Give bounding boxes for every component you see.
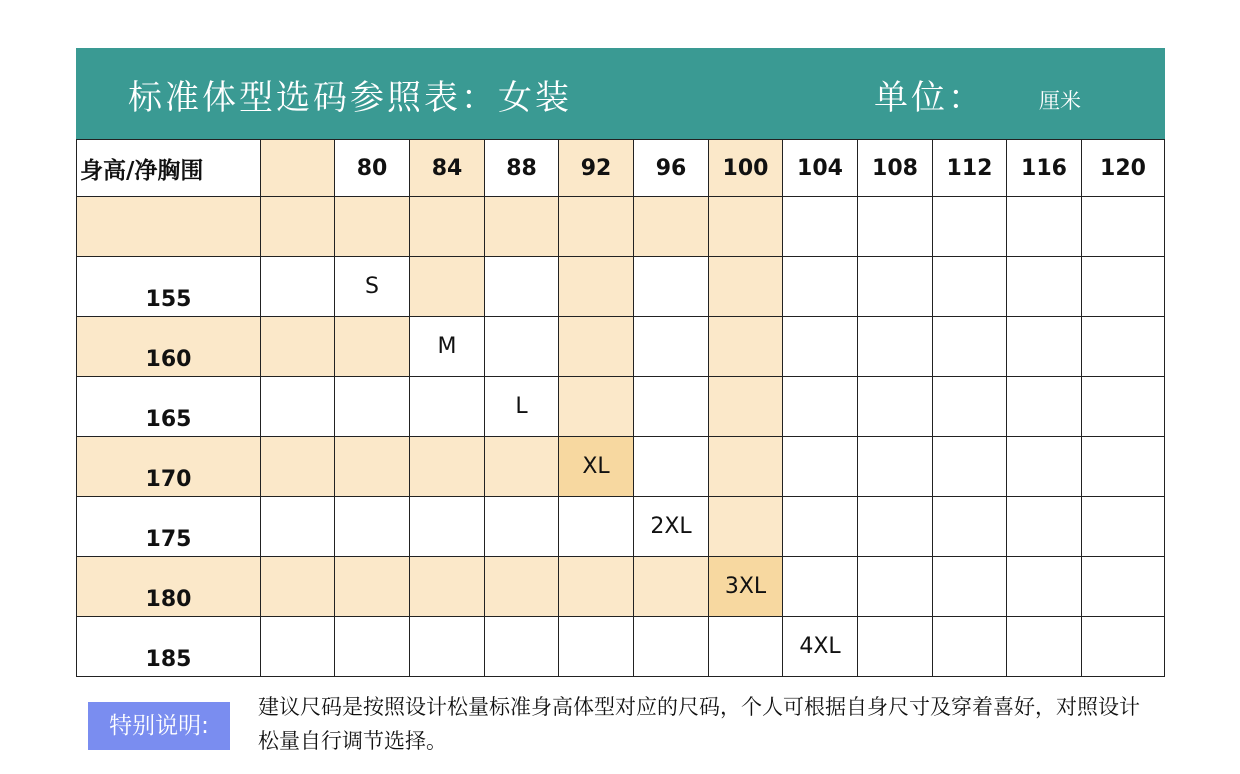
table-cell (335, 437, 410, 497)
size-label: XL (559, 437, 634, 497)
table-cell (410, 377, 485, 437)
table-cell (709, 317, 783, 377)
table-cell (261, 257, 335, 317)
table-cell (783, 317, 858, 377)
table-cell (1082, 257, 1165, 317)
size-label: M (410, 317, 485, 377)
table-cell (559, 317, 634, 377)
table-row (77, 377, 1165, 437)
size-label: 3XL (709, 557, 783, 617)
table-cell (634, 437, 709, 497)
height-label: 165 (77, 377, 261, 437)
table-cell (709, 197, 783, 257)
table-cell (559, 557, 634, 617)
height-label: 160 (77, 317, 261, 377)
table-cell (933, 617, 1007, 677)
height-label: 155 (77, 257, 261, 317)
size-label: S (335, 257, 410, 317)
height-label: 180 (77, 557, 261, 617)
table-row (77, 497, 1165, 557)
table-row (77, 617, 1165, 677)
table-cell (1007, 197, 1082, 257)
chart-title: 标准体型选码参照表：女装 (128, 78, 572, 118)
table-cell (335, 557, 410, 617)
table-cell (410, 617, 485, 677)
bust-header: 108 (858, 140, 933, 197)
table-cell (485, 437, 559, 497)
table-row (77, 317, 1165, 377)
table-cell (261, 557, 335, 617)
table-cell (709, 497, 783, 557)
table-cell (709, 437, 783, 497)
table-row (77, 557, 1165, 617)
table-cell (410, 437, 485, 497)
table-cell (634, 257, 709, 317)
bust-header: 116 (1007, 140, 1082, 197)
table-cell (634, 617, 709, 677)
size-label: L (485, 377, 559, 437)
table-cell (335, 497, 410, 557)
height-label (77, 197, 261, 257)
table-cell (783, 377, 858, 437)
table-cell (858, 557, 933, 617)
table-cell (1082, 557, 1165, 617)
bust-header: 104 (783, 140, 858, 197)
table-cell (410, 257, 485, 317)
table-cell (485, 617, 559, 677)
table-cell (1007, 497, 1082, 557)
title-banner (76, 48, 1165, 139)
table-cell (1007, 617, 1082, 677)
table-cell (335, 377, 410, 437)
table-cell (1007, 377, 1082, 437)
table-cell (410, 197, 485, 257)
bust-header: 112 (933, 140, 1007, 197)
table-cell (858, 317, 933, 377)
table-cell (261, 197, 335, 257)
table-cell (858, 617, 933, 677)
table-cell (261, 437, 335, 497)
table-cell (783, 557, 858, 617)
table-cell (783, 197, 858, 257)
table-cell (1007, 257, 1082, 317)
table-cell (1007, 437, 1082, 497)
table-cell (485, 317, 559, 377)
table-cell (933, 557, 1007, 617)
table-cell (634, 377, 709, 437)
table-cell (1082, 617, 1165, 677)
table-cell (634, 317, 709, 377)
size-label: 4XL (783, 617, 858, 677)
table-cell (709, 257, 783, 317)
table-cell (559, 257, 634, 317)
table-cell (261, 497, 335, 557)
table-row (77, 437, 1165, 497)
table-cell (1082, 317, 1165, 377)
table-cell (634, 197, 709, 257)
table-cell (933, 317, 1007, 377)
bust-header: 96 (634, 140, 709, 197)
height-label: 170 (77, 437, 261, 497)
table-cell (1082, 497, 1165, 557)
table-cell (858, 257, 933, 317)
note-text: 建议尺码是按照设计松量标准身高体型对应的尺码，个人可根据自身尺寸及穿着喜好，对照设计松量自行调节选择。 (258, 695, 1140, 753)
table-cell (485, 257, 559, 317)
table-cell (410, 497, 485, 557)
header-row (77, 140, 1165, 197)
table-cell (634, 557, 709, 617)
bust-header: 100 (709, 140, 783, 197)
corner-label: 身高/净胸围 (77, 140, 261, 197)
table-cell (858, 377, 933, 437)
table-cell (933, 257, 1007, 317)
table-cell (933, 437, 1007, 497)
table-cell (485, 557, 559, 617)
table-row (77, 257, 1165, 317)
height-label: 185 (77, 617, 261, 677)
table-cell (261, 617, 335, 677)
size-label: 2XL (634, 497, 709, 557)
bust-header: 120 (1082, 140, 1165, 197)
bust-header: 92 (559, 140, 634, 197)
table-cell (933, 377, 1007, 437)
table-cell (933, 497, 1007, 557)
table-cell (1082, 437, 1165, 497)
note-badge: 特别说明: (88, 702, 230, 750)
table-cell (709, 377, 783, 437)
table-cell (1082, 197, 1165, 257)
table-cell (858, 437, 933, 497)
bust-header (261, 140, 335, 197)
table-cell (783, 497, 858, 557)
unit-value: 厘米 (1039, 89, 1081, 113)
table-cell (335, 197, 410, 257)
table-cell (1007, 557, 1082, 617)
size-table (76, 139, 1165, 677)
table-cell (410, 557, 485, 617)
table-cell (559, 497, 634, 557)
table-cell (485, 197, 559, 257)
bust-header: 80 (335, 140, 410, 197)
table-cell (858, 197, 933, 257)
table-cell (559, 617, 634, 677)
table-cell (559, 197, 634, 257)
table-cell (933, 197, 1007, 257)
table-cell (485, 497, 559, 557)
table-cell (709, 617, 783, 677)
table-cell (858, 497, 933, 557)
table-cell (783, 437, 858, 497)
table-cell (261, 317, 335, 377)
table-cell (335, 617, 410, 677)
table-cell (261, 377, 335, 437)
bust-header: 88 (485, 140, 559, 197)
table-cell (559, 377, 634, 437)
bust-header: 84 (410, 140, 485, 197)
table-row (77, 197, 1165, 257)
table-cell (1082, 377, 1165, 437)
height-label: 175 (77, 497, 261, 557)
table-cell (1007, 317, 1082, 377)
table-cell (335, 317, 410, 377)
table-cell (783, 257, 858, 317)
unit-label: 单位： (874, 78, 985, 118)
